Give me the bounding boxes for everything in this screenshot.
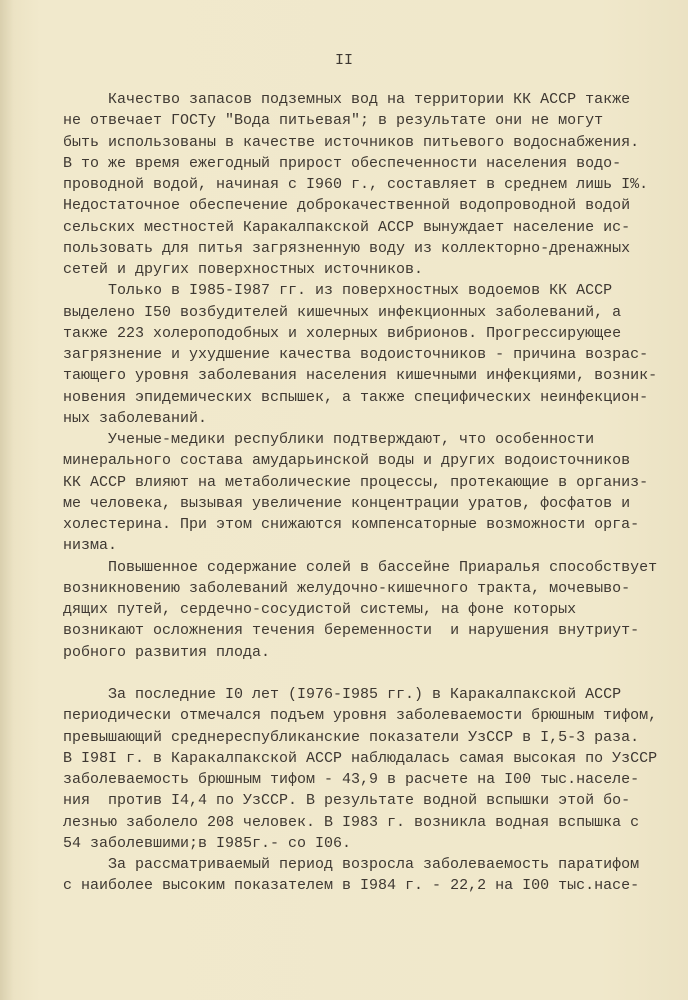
text-line: сельских местностей Каракалпакской АССР вынуждает население ис- xyxy=(63,218,631,236)
text-line: быть использованы в качестве источников питьевого водоснабжения. xyxy=(63,133,640,151)
text-line: сетей и других поверхностных источников. xyxy=(63,261,424,278)
text-line: Только в I985-I987 гг. из поверхностных водоемов КК АССР xyxy=(108,282,613,300)
text-line: ме человека, вызывая увеличение концентрации уратов, фосфатов и xyxy=(63,494,631,512)
text-line: с наиболее высоким показателем в I984 г. - 22,2 на I00 тыс.насе- xyxy=(63,877,640,895)
text-line: минерального состава амударьинской воды и других водоисточников xyxy=(63,452,631,470)
paragraph xyxy=(63,280,673,429)
paragraph xyxy=(63,854,673,897)
text-line: не отвечает ГОСТу "Вода питьевая"; в результате они не могут xyxy=(63,112,604,130)
text-line: новения эпидемических вспышек, а также специфических неинфекцион- xyxy=(63,388,649,406)
text-line: За рассматриваемый период возросла заболеваемость паратифом xyxy=(108,856,640,873)
text-line: дящих путей, сердечно-сосудистой системы, на фоне которых xyxy=(63,601,577,618)
text-line: пользовать для питья загрязненную воду из коллекторно-дренажных xyxy=(63,239,631,257)
text-line: возникают осложнения течения беременности и нарушения внутриут- xyxy=(63,622,640,640)
text-line: заболеваемость брюшным тифом - 43,9 в расчете на I00 тыс.населе- xyxy=(63,771,640,788)
text-line: выделено I50 возбудителей кишечных инфекционных заболеваний, а xyxy=(63,303,622,321)
text-line: В то же время ежегодный прирост обеспеченности населения водо- xyxy=(63,154,622,172)
text-line: За последние I0 лет (I976-I985 гг.) в Каракалпакской АССР xyxy=(108,686,622,703)
page-number: II xyxy=(334,52,353,69)
text-line: 54 заболевшими;в I985г.- со I06. xyxy=(63,834,352,852)
text-line: холестерина. При этом снижаются компенсаторные возможности орга- xyxy=(63,516,640,533)
text-line: ных заболеваний. xyxy=(63,409,208,427)
text-line: Недостаточное обеспечение доброкачественной водопроводной водой xyxy=(63,197,631,215)
text-line: загрязнение и ухудшение качества водоисточников - причина возрас- xyxy=(63,346,649,363)
blank-line xyxy=(63,663,673,684)
text-line: робного развития плода. xyxy=(63,643,271,661)
text-line: Качество запасов подземных вод на территории КК АССР также xyxy=(108,91,631,108)
text-line: КК АССР влияют на метаболические процессы, протекающие в организ- xyxy=(63,473,649,491)
text-line: проводной водой, начиная с I960 г., составляет в среднем лишь I%. xyxy=(63,176,649,193)
text-line: лезнью заболело 208 человек. В I983 г. возникла водная вспышка с xyxy=(63,813,640,831)
paragraph xyxy=(63,89,673,280)
text-line: тающего уровня заболевания населения кишечными инфекциями, возник- xyxy=(63,367,658,385)
document-body xyxy=(63,89,673,897)
text-line: периодически отмечался подъем уровня заболеваемости брюшным тифом, xyxy=(63,707,658,725)
text-line: Повышенное содержание солей в бассейне Приаралья способствует xyxy=(108,558,658,576)
text-line: превышающий среднереспубликанские показатели УзССР в I,5-3 раза. xyxy=(63,728,640,746)
paragraph xyxy=(63,429,673,557)
text-line: также 223 холероподобных и холерных вибрионов. Прогрессирующее xyxy=(63,324,622,342)
text-line: ния против I4,4 по УзССР. В результате водной вспышки этой бо- xyxy=(63,792,631,810)
text-line: низма. xyxy=(63,537,118,555)
paragraph xyxy=(63,557,673,663)
paragraph xyxy=(63,684,673,854)
text-line: возникновению заболеваний желудочно-кишечного тракта, мочевыво- xyxy=(63,579,631,597)
text-line: В I98I г. в Каракалпакской АССР наблюдалась самая высокая по УзССР xyxy=(63,749,658,767)
text-line: Ученые-медики республики подтверждают, что особенности xyxy=(108,431,595,448)
